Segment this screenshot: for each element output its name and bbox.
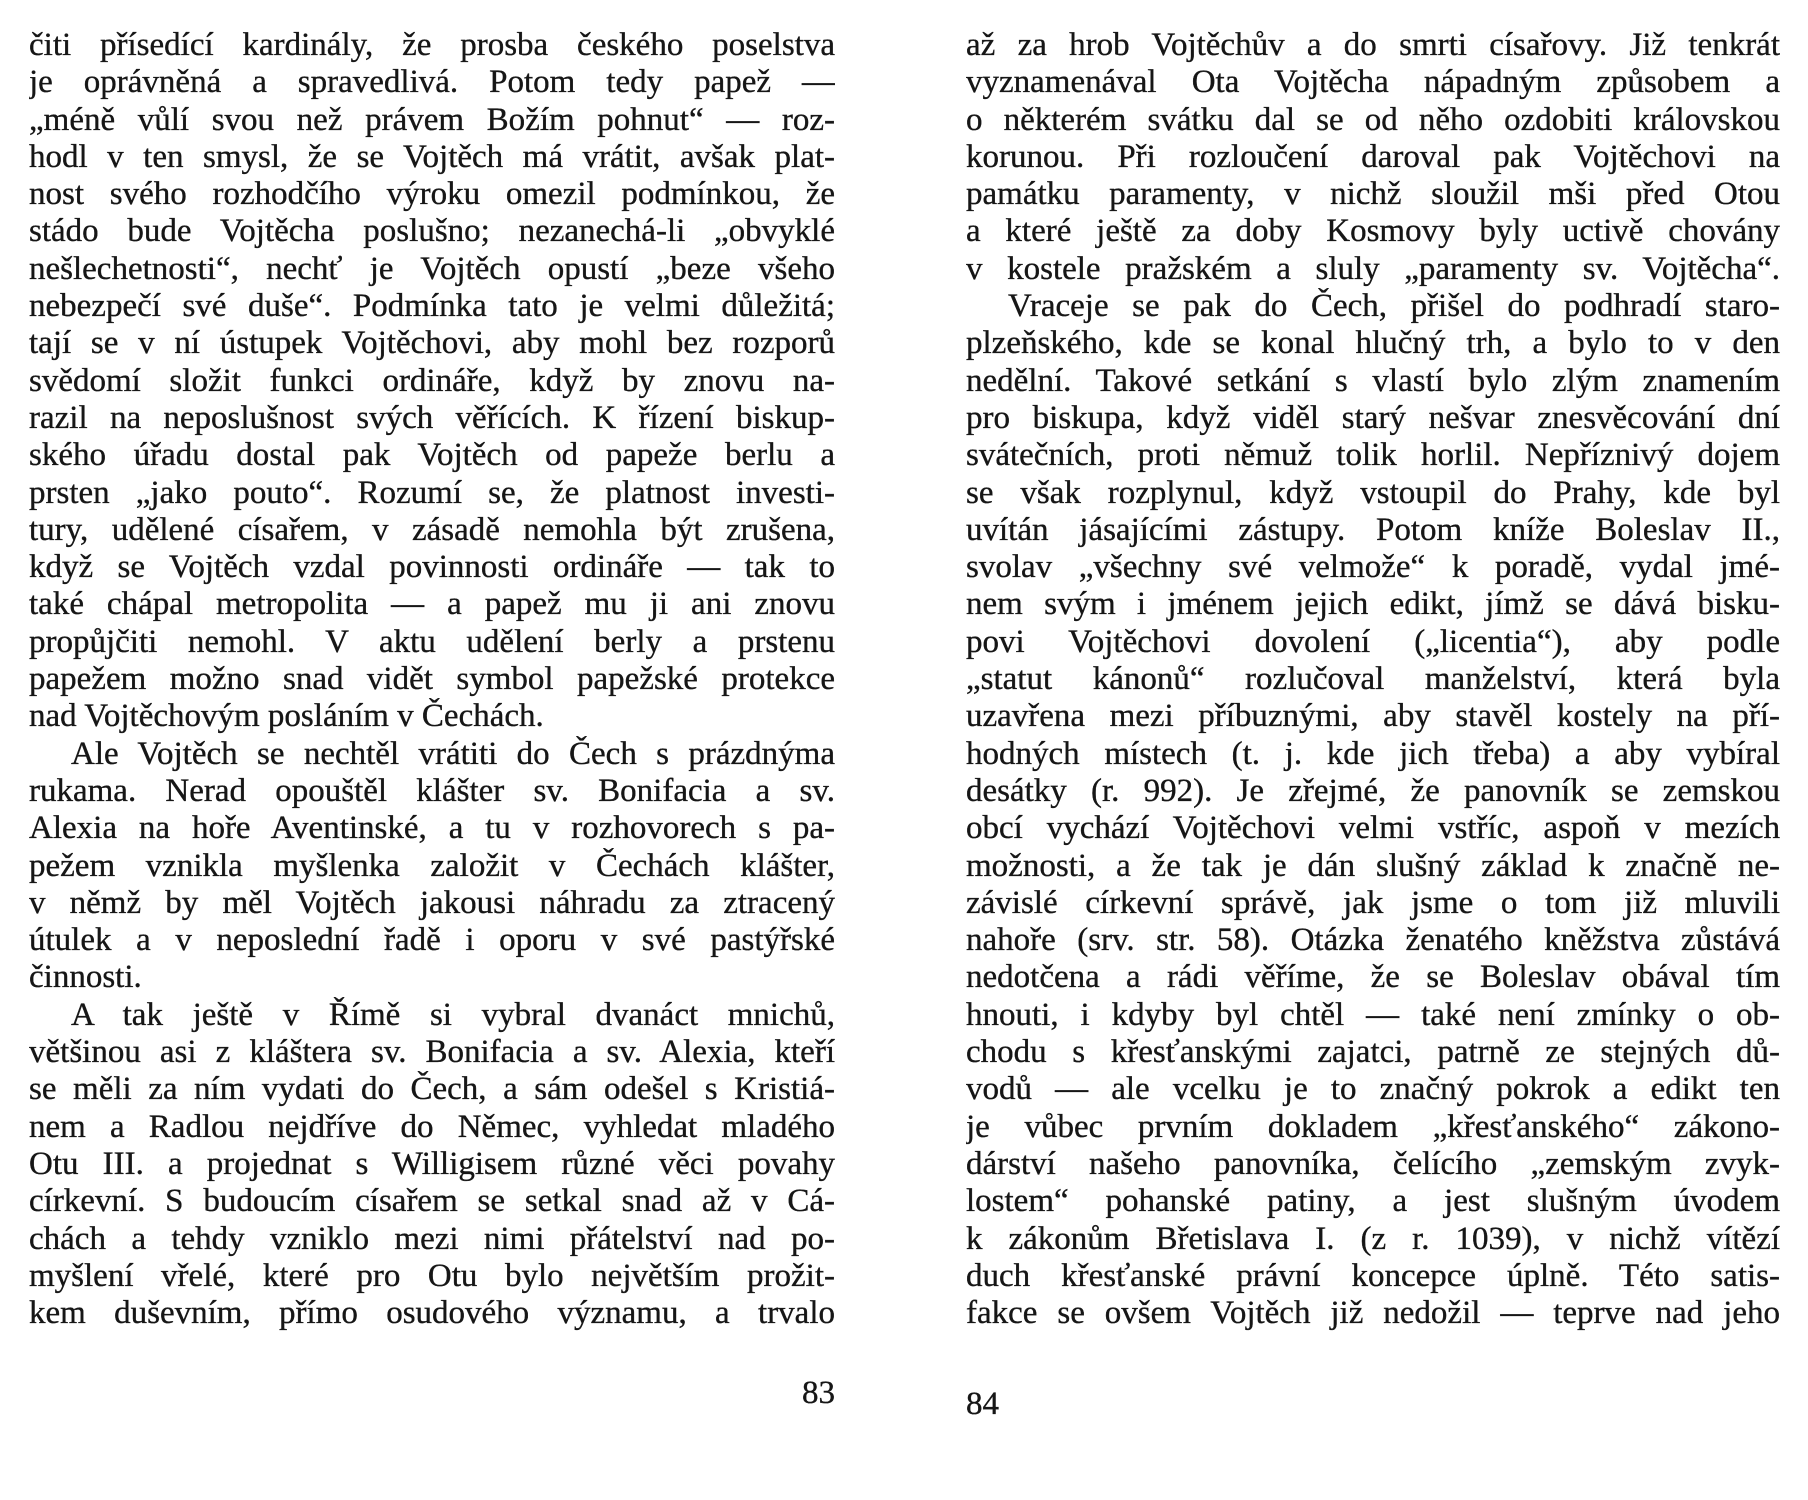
text-line: desátky (r. 992). Je zřejmé, že panovník se zemskou	[966, 772, 1780, 809]
text-line: nedotčena a rádi věříme, že se Boleslav obával tím	[966, 959, 1780, 996]
right-page-text	[966, 27, 1780, 1332]
paragraph-start-line: Ale Vojtěch se nechtěl vrátiti do Čech s prázdnýma	[71, 735, 835, 772]
text-line: možnosti, a že tak je dán slušný základ k značně ne-	[966, 847, 1780, 884]
text-line: v kostele pražském a sluly „paramenty sv. Vojtěcha“.	[966, 250, 1780, 287]
text-line: církevní. S budoucím císařem se setkal snad až v Cá-	[29, 1183, 835, 1220]
text-line: je vůbec prvním dokladem „křesťanského“ zákono-	[966, 1108, 1780, 1145]
text-line: uzavřena mezi příbuznými, aby stavěl kostely na pří-	[966, 698, 1780, 735]
text-line: papežem možno snad vidět symbol papežské protekce	[29, 661, 835, 698]
text-line: vyznamenával Ota Vojtěcha nápadným způsobem a	[966, 64, 1780, 101]
text-line: obcí vychází Vojtěchovi velmi vstříc, aspoň v mezích	[966, 810, 1780, 847]
text-line: je oprávněná a spravedlivá. Potom tedy papež —	[29, 64, 835, 101]
text-line: památku paramenty, v nichž sloužil mši před Otou	[966, 176, 1780, 213]
text-line: také chápal metropolita — a papež mu ji ani znovu	[29, 586, 835, 623]
text-line: nem a Radlou nejdříve do Němec, vyhledat mladého	[29, 1108, 835, 1145]
text-line: ského úřadu dostal pak Vojtěch od papeže berlu a	[29, 437, 835, 474]
text-line: a které ještě za doby Kosmovy byly uctivě chovány	[966, 213, 1780, 250]
text-line: se však rozplynul, když vstoupil do Prahy, kde byl	[966, 474, 1780, 511]
text-line: závislé církevní správě, jak jsme o tom již mluvili	[966, 884, 1780, 921]
text-line: svátečních, proti němuž tolik horlil. Nepříznivý dojem	[966, 437, 1780, 474]
text-line: v němž by měl Vojtěch jakousi náhradu za ztracený	[29, 884, 835, 921]
text-line: pežem vznikla myšlenka založit v Čechách klášter,	[29, 847, 835, 884]
text-line: dárství našeho panovníka, čelícího „zemským zvyk-	[966, 1145, 1780, 1182]
text-line: duch křesťanské právní koncepce úplně. Této satis-	[966, 1257, 1780, 1294]
text-line: plzeňského, kde se konal hlučný trh, a bylo to v den	[966, 325, 1780, 362]
left-page-text	[29, 27, 835, 1332]
paragraph-start-line: Vraceje se pak do Čech, přišel do podhradí staro-	[1008, 288, 1780, 325]
text-line: když se Vojtěch vzdal povinnosti ordináře — tak to	[29, 549, 835, 586]
text-line: kem duševním, přímo osudového významu, a trvalo	[29, 1295, 835, 1332]
text-line: prsten „jako pouto“. Rozumí se, že platnost investi-	[29, 474, 835, 511]
text-line: nešlechetnosti“, nechť je Vojtěch opustí „beze všeho	[29, 250, 835, 287]
text-line: nebezpečí své duše“. Podmínka tato je velmi důležitá;	[29, 288, 835, 325]
text-line: propůjčiti nemohl. V aktu udělení berly a prstenu	[29, 623, 835, 660]
text-line: fakce se ovšem Vojtěch již nedožil — teprve nad jeho	[966, 1295, 1780, 1332]
text-line: svolav „všechny své velmože“ k poradě, vydal jmé-	[966, 549, 1780, 586]
text-line: se měli za ním vydati do Čech, a sám odešel s Kristiá-	[29, 1071, 835, 1108]
text-line: chodu s křesťanskými zajatci, patrně ze stejných dů-	[966, 1034, 1780, 1071]
text-line: tají se v ní ústupek Vojtěchovi, aby mohl bez rozporů	[29, 325, 835, 362]
text-line: uvítán jásajícími zástupy. Potom kníže Boleslav II.,	[966, 511, 1780, 548]
text-line: chách a tehdy vzniklo mezi nimi přátelství nad po-	[29, 1220, 835, 1257]
text-line: až za hrob Vojtěchův a do smrti císařovy. Již tenkrát	[966, 27, 1780, 63]
text-line: hodl v ten smysl, že se Vojtěch má vrátit, avšak plat-	[29, 138, 835, 175]
text-line: lostem“ pohanské patiny, a jest slušným úvodem	[966, 1183, 1780, 1220]
text-line: korunou. Při rozloučení daroval pak Vojtěchovi na	[966, 138, 1780, 175]
text-line: tury, udělené císařem, v zásadě nemohla být zrušena,	[29, 511, 835, 548]
text-line: o některém svátku dal se od něho ozdobiti královskou	[966, 101, 1780, 138]
text-line: „méně vůlí svou než právem Božím pohnut“ — roz-	[29, 101, 835, 138]
text-line: hnouti, i kdyby byl chtěl — také není zmínky o ob-	[966, 996, 1780, 1033]
text-line: většinou asi z kláštera sv. Bonifacia a sv. Alexia, kteří	[29, 1034, 835, 1071]
text-line: útulek a v neposlední řadě i oporu v své pastýřské	[29, 922, 835, 959]
text-line: čiti přísedící kardinály, že prosba českého poselstva	[29, 27, 835, 63]
paragraph-end-line: činnosti.	[29, 959, 142, 996]
text-line: nem svým i jménem jejich edikt, jímž se dává bisku-	[966, 586, 1780, 623]
text-line: stádo bude Vojtěcha poslušno; nezanechá-li „obvyklé	[29, 213, 835, 250]
left-page-number: 83	[802, 1375, 835, 1411]
text-line: myšlení vřelé, které pro Otu bylo největším prožit-	[29, 1257, 835, 1294]
right-page-number: 84	[966, 1386, 999, 1422]
text-line: Alexia na hoře Aventinské, a tu v rozhovorech s pa-	[29, 810, 835, 847]
text-line: vodů — ale vcelku je to značný pokrok a edikt ten	[966, 1071, 1780, 1108]
text-line: k zákonům Břetislava I. (z r. 1039), v nichž vítězí	[966, 1220, 1780, 1257]
paragraph-end-line: nad Vojtěchovým posláním v Čechách.	[29, 698, 544, 735]
text-line: rukama. Nerad opouštěl klášter sv. Bonifacia a sv.	[29, 772, 835, 809]
text-line: nedělní. Takové setkání s vlastí bylo zlým znamením	[966, 362, 1780, 399]
text-line: „statut kánonů“ rozlučoval manželství, která byla	[966, 661, 1780, 698]
text-line: povi Vojtěchovi dovolení („licentia“), aby podle	[966, 623, 1780, 660]
text-line: razil na neposlušnost svých věřících. K řízení biskup-	[29, 399, 835, 436]
text-line: hodných místech (t. j. kde jich třeba) a aby vybíral	[966, 735, 1780, 772]
text-line: nahoře (srv. str. 58). Otázka ženatého kněžstva zůstává	[966, 922, 1780, 959]
text-line: svědomí složit funkci ordináře, když by znovu na-	[29, 362, 835, 399]
text-line: nost svého rozhodčího výroku omezil podmínkou, že	[29, 176, 835, 213]
paragraph-start-line: A tak ještě v Římě si vybral dvanáct mnichů,	[71, 996, 835, 1033]
text-line: pro biskupa, když viděl starý nešvar znesvěcování dní	[966, 399, 1780, 436]
text-line: Otu III. a projednat s Willigisem různé věci povahy	[29, 1145, 835, 1182]
